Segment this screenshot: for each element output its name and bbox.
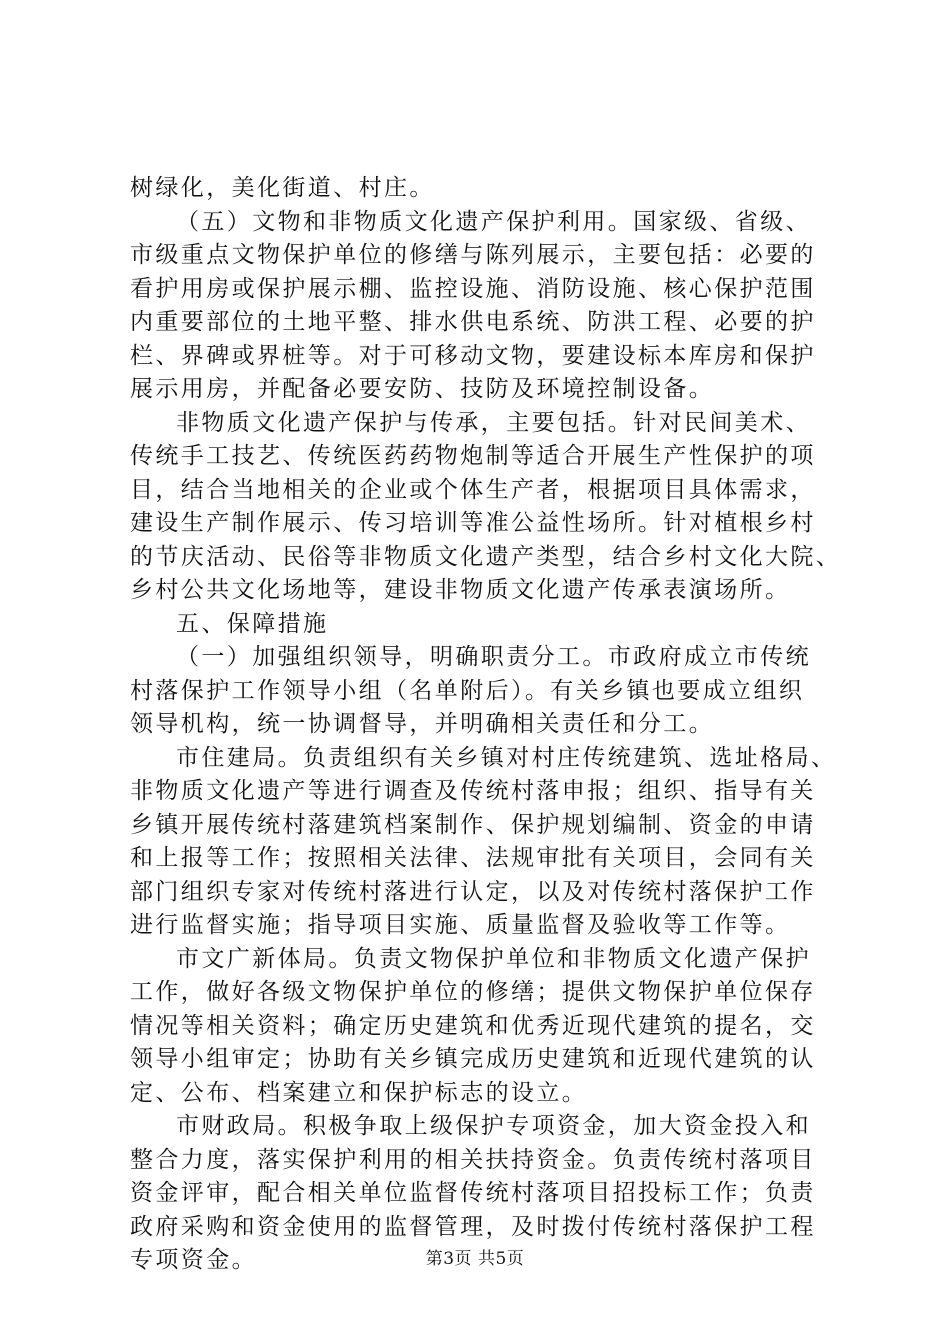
text-line: 和上报等工作；按照相关法律、法规审批有关项目，会同有关 [130,845,816,871]
text-line: 树绿化，美化街道、村庄。 [130,175,435,201]
text-line: 看护用房或保护展示棚、监控设施、消防设施、核心保护范围 [130,275,816,302]
text-line: 情况等相关资料；确定历史建筑和优秀近现代建筑的提名，交 [130,1012,816,1039]
text-line: 政府采购和资金使用的监督管理，及时拨付传统村落保护工程 [130,1213,816,1240]
text-line: 部门组织专家对传统村落进行认定，以及对传统村落保护工作 [130,878,816,905]
text-line: 工作，做好各级文物保护单位的修缮；提供文物保护单位保存 [130,979,816,1005]
text-line: 专项资金。 [130,1247,257,1273]
text-line: 进行监督实施；指导项目实施、质量监督及验收等工作等。 [130,912,791,938]
text-line: 市住建局。负责组织有关乡镇对村庄传统建筑、选址格局、 [176,744,837,771]
text-line: 内重要部位的土地平整、排水供电系统、防洪工程、必要的护 [130,309,816,335]
text-line: 传统手工技艺、传统医药药物炮制等适合开展生产性保护的项 [130,443,816,469]
text-line: 定、公布、档案建立和保护标志的设立。 [130,1079,588,1106]
text-line: 栏、界碑或界桩等。对于可移动文物，要建设标本库房和保护 [130,342,816,369]
document-body [130,172,842,1278]
text-line: 建设生产制作展示、传习培训等准公益性场所。针对植根乡村 [130,510,816,536]
text-line: 的节庆活动、民俗等非物质文化遗产类型，结合乡村文化大院、 [130,543,842,570]
text-line: 乡镇开展传统村落建筑档案制作、保护规划编制、资金的申请 [130,811,816,838]
text-line: （五）文物和非物质文化遗产保护利用。国家级、省级、 [176,208,811,235]
text-line: 市文广新体局。负责文物保护单位和非物质文化遗产保护 [176,945,811,972]
text-line: 非物质文化遗产保护与传承，主要包括。针对民间美术、 [176,409,811,436]
text-line: 市级重点文物保护单位的修缮与陈列展示，主要包括：必要的 [130,242,816,268]
text-line: 村落保护工作领导小组（名单附后）。有关乡镇也要成立组织 [130,677,805,704]
text-line: 目，结合当地相关的企业或个体生产者，根据项目具体需求， [130,476,816,503]
text-line: 资金评审，配合相关单位监督传统村落项目招投标工作；负责 [130,1180,816,1206]
text-line: （一）加强组织领导，明确职责分工。市政府成立市传统 [176,644,811,670]
text-line: 非物质文化遗产等进行调查及传统村落申报；组织、指导有关 [130,778,816,804]
text-line: 领导小组审定；协助有关乡镇完成历史建筑和近现代建筑的认 [130,1046,816,1072]
text-line: 整合力度，落实保护利用的相关扶持资金。负责传统村落项目 [130,1146,816,1173]
page-footer: 第3页 共5页 [425,1249,525,1269]
text-line: 五、保障措施 [176,610,329,637]
text-line: 市财政局。积极争取上级保护专项资金，加大资金投入和 [176,1113,811,1139]
text-line: 展示用房，并配备必要安防、技防及环境控制设备。 [130,376,715,402]
text-line: 领导机构，统一协调督导，并明确相关责任和分工。 [130,711,715,737]
text-line: 乡村公共文化场地等，建设非物质文化遗产传承表演场所。 [130,577,791,603]
